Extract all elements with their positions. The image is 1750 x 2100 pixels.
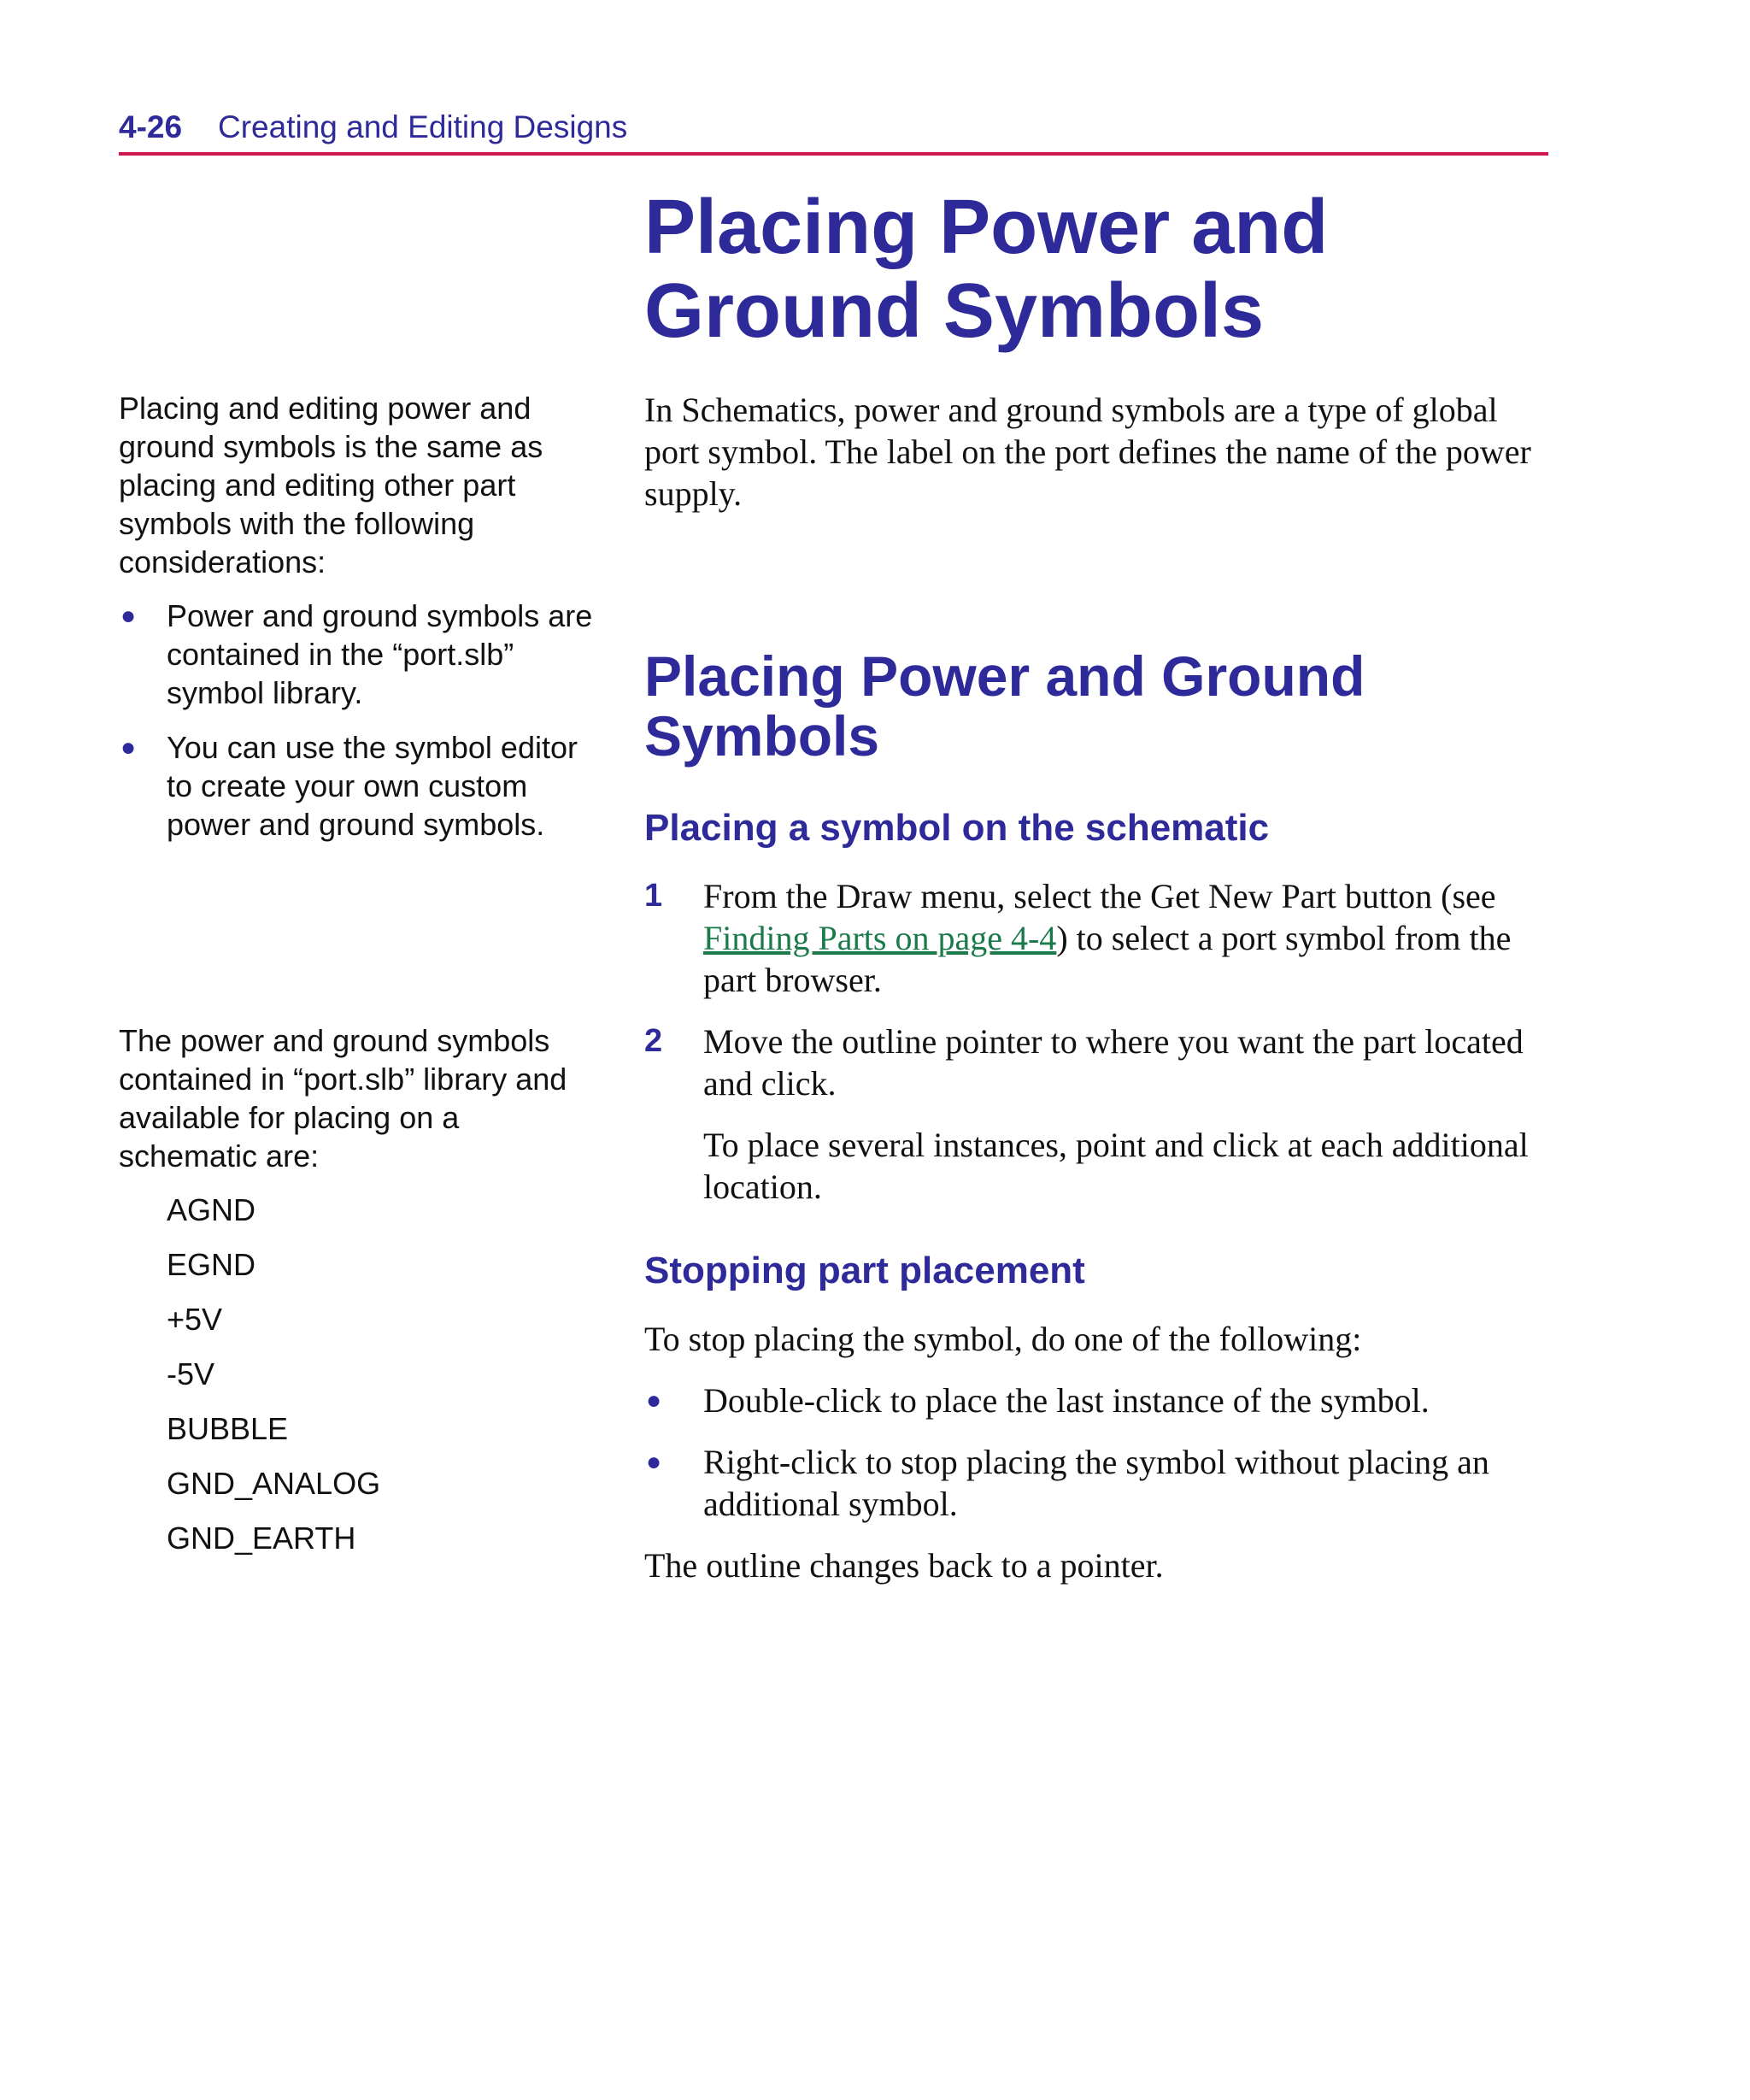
stopping-content [644,1318,1550,1586]
header-section-title: Creating and Editing Designs [218,109,628,144]
symbol-name: +5V [167,1302,223,1337]
symbol-name: EGND [167,1247,256,1282]
intro-paragraph: In Schematics, power and ground symbols are a type of global port symbol. The label on the port defines the name of the power supply. [644,391,1531,513]
step-text: From the Draw menu, select the Get New Part button (see [703,877,1496,915]
step-1 [644,875,1550,1001]
symbol-name: BUBBLE [167,1411,289,1446]
closing-paragraph: The outline changes back to a pointer. [644,1546,1164,1585]
subsection-heading-stopping: Stopping part placement [644,1250,1085,1291]
step-number: 2 [644,1023,663,1059]
section-heading-line-1: Placing Power and Ground [644,644,1365,708]
section-heading [644,646,1550,766]
step-note-text: To place several instances, point and click at each additional location. [703,1126,1529,1206]
subsection-heading-placing: Placing a symbol on the schematic [644,807,1270,849]
page-title [644,185,1542,353]
stop-bullet-item [644,1379,1550,1421]
step-text: ) to select a port symbol from the part browser. [703,919,1512,999]
bullet-icon: ● [646,1448,662,1476]
symbol-name: -5V [167,1356,215,1391]
sidebar-bullet-list [119,597,597,844]
sidebar-bullet-item [119,728,597,844]
sidebar-symbol-list [119,1021,597,1574]
step-2 [644,1021,1550,1104]
step-2-note [644,1124,1550,1208]
page-number: 4-26 [119,109,183,144]
symbol-name: AGND [167,1192,256,1227]
section-heading-line-2: Symbols [644,704,880,768]
step-number: 1 [644,878,663,914]
sidebar-bullet-item [119,597,597,712]
sidebar-bullet-text: Power and ground symbols are contained in the “port.slb” symbol library. [167,598,593,710]
bullet-icon: ● [120,602,137,630]
stop-intro: To stop placing the symbol, do one of the following: [644,1320,1362,1358]
symbol-name-list [119,1191,597,1557]
page-title-line-2: Ground Symbols [644,268,1265,354]
sidebar-considerations [119,389,597,860]
sidebar-bullet-text: You can use the symbol editor to create your own custom power and ground symbols. [167,730,578,842]
placing-steps [644,875,1550,1208]
main-intro [644,389,1550,515]
page-title-line-1: Placing Power and [644,185,1329,270]
finding-parts-link[interactable]: Finding Parts on page 4-4 [703,919,1057,957]
symbol-name: GND_EARTH [167,1521,356,1556]
bullet-icon: ● [120,733,137,762]
stop-bullet-text: Double-click to place the last instance of the symbol. [703,1381,1430,1420]
page-header [119,106,1548,156]
stop-bullet-item [644,1441,1550,1525]
step-text: Move the outline pointer to where you want the part located and click. [703,1022,1524,1103]
symbol-name: GND_ANALOG [167,1466,381,1501]
stop-bullet-text: Right-click to stop placing the symbol without placing an additional symbol. [703,1443,1489,1523]
bullet-icon: ● [646,1386,662,1415]
stop-bullet-list [644,1379,1550,1525]
sidebar-intro: Placing and editing power and ground symbols is the same as placing and editing other part symbols with the following considerations: [119,391,543,579]
sidebar-symbols-intro: The power and ground symbols contained in “port.slb” library and available for placing on a schematic are: [119,1023,567,1174]
